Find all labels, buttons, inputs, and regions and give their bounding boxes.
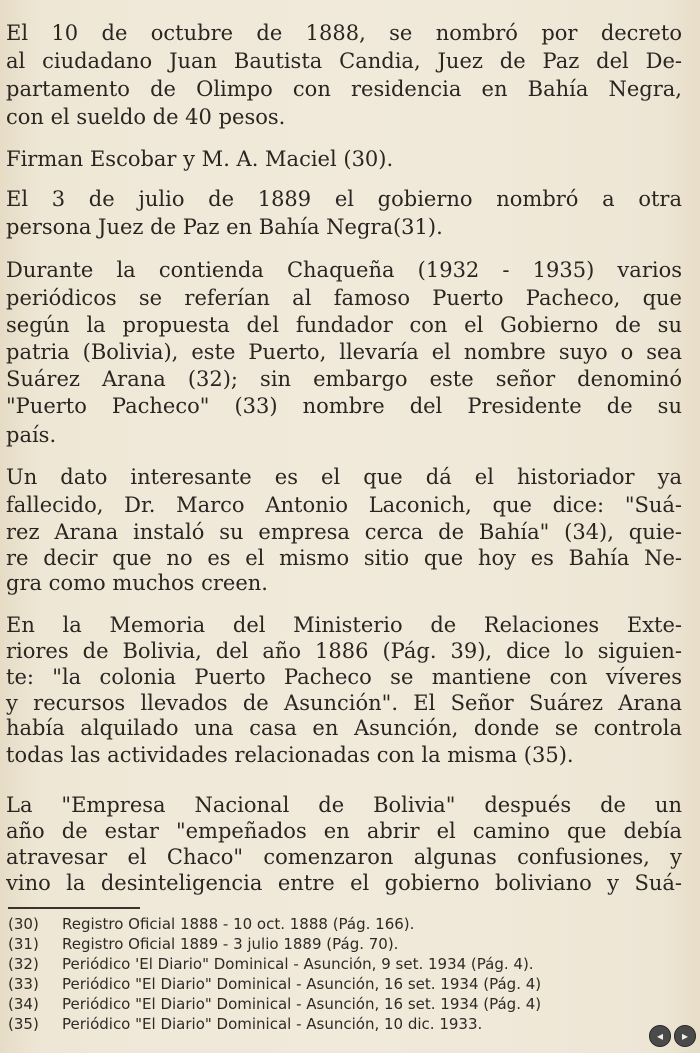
footnote <box>8 974 680 994</box>
footnote-text: Periódico "El Diario" Dominical - Asunción, 16 set. 1934 (Pág. 4) <box>62 995 542 1013</box>
footnote-divider <box>8 907 140 909</box>
text-line: En la Memoria del Ministerio de Relaciones Exte- <box>6 613 682 637</box>
text-line: todas las actividades relacionadas con la misma (35). <box>6 743 574 767</box>
text-line: El 10 de octubre de 1888, se nombró por decreto <box>6 21 682 45</box>
text-line: Firman Escobar y M. A. Maciel (30). <box>6 147 394 171</box>
text-line: según la propuesta del fundador con el Gobierno de su <box>6 313 682 337</box>
text-line: Suárez Arana (32); sin embargo este señor denominó <box>6 367 682 391</box>
text-line: El 3 de julio de 1889 el gobierno nombró a otra <box>6 187 682 211</box>
text-line: riores de Bolivia, del año 1886 (Pág. 39), dice lo siguien- <box>6 639 682 663</box>
footnote-text: Periódico "El Diario" Dominical - Asunción, 10 dic. 1933. <box>62 1015 483 1033</box>
footnote <box>8 1014 680 1034</box>
text-line: te: "la colonia Puerto Pacheco se mantiene con víveres <box>6 665 682 689</box>
footnote-number: (35) <box>8 1015 39 1033</box>
text-line: atravesar el Chaco" comenzaron algunas confusiones, y <box>6 845 682 869</box>
footnote <box>8 914 680 934</box>
text-line: persona Juez de Paz en Bahía Negra(31). <box>6 215 443 239</box>
text-line: y recursos llevados de Asunción". El Señor Suárez Arana <box>6 691 682 715</box>
text-line: al ciudadano Juan Bautista Candia, Juez de Paz del De- <box>6 49 682 73</box>
text-line: patria (Bolivia), este Puerto, llevaría el nombre suyo o sea <box>6 340 682 364</box>
text-line: país. <box>6 423 57 447</box>
footnote-number: (34) <box>8 995 39 1013</box>
text-line: periódicos se referían al famoso Puerto Pacheco, que <box>6 286 682 310</box>
footnote-text: Periódico 'El Diario" Dominical - Asunción, 9 set. 1934 (Pág. 4). <box>62 955 534 973</box>
text-line: gra como muchos creen. <box>6 571 268 595</box>
footnote <box>8 994 680 1014</box>
text-line: partamento de Olimpo con residencia en Bahía Negra, <box>6 77 682 101</box>
footnote-text: Registro Oficial 1889 - 3 julio 1889 (Pág. 70). <box>62 935 399 953</box>
footnote-number: (32) <box>8 955 39 973</box>
footnote-text: Registro Oficial 1888 - 10 oct. 1888 (Pág. 166). <box>62 915 415 933</box>
page-nav <box>649 1025 696 1047</box>
text-line: año de estar "empeñados en abrir el camino que debía <box>6 819 682 843</box>
text-line: La "Empresa Nacional de Bolivia" después de un <box>6 793 682 817</box>
text-line: fallecido, Dr. Marco Antonio Laconich, que dice: "Suá- <box>6 493 682 517</box>
footnote <box>8 954 680 974</box>
text-line: "Puerto Pacheco" (33) nombre del Presidente de su <box>6 394 682 418</box>
footnote-text: Periódico "El Diario" Dominical - Asunción, 16 set. 1934 (Pág. 4) <box>62 975 542 993</box>
footnote-number: (33) <box>8 975 39 993</box>
footnote-number: (30) <box>8 915 39 933</box>
text-line: había alquilado una casa en Asunción, donde se controla <box>6 716 682 740</box>
previous-page-icon[interactable]: ◂ <box>649 1025 671 1047</box>
text-line: Un dato interesante es el que dá el historiador ya <box>6 465 682 489</box>
text-line: rez Arana instaló su empresa cerca de Bahía" (34), quie- <box>6 520 682 544</box>
next-page-icon[interactable]: ▸ <box>674 1025 696 1047</box>
text-line: Durante la contienda Chaqueña (1932 - 1935) varios <box>6 258 682 282</box>
text-line: vino la desinteligencia entre el gobierno boliviano y Suá- <box>6 871 682 895</box>
text-line: re decir que no es el mismo sitio que hoy es Bahía Ne- <box>6 546 682 570</box>
footnote-number: (31) <box>8 935 39 953</box>
text-line: con el sueldo de 40 pesos. <box>6 105 286 129</box>
footnote <box>8 934 680 954</box>
